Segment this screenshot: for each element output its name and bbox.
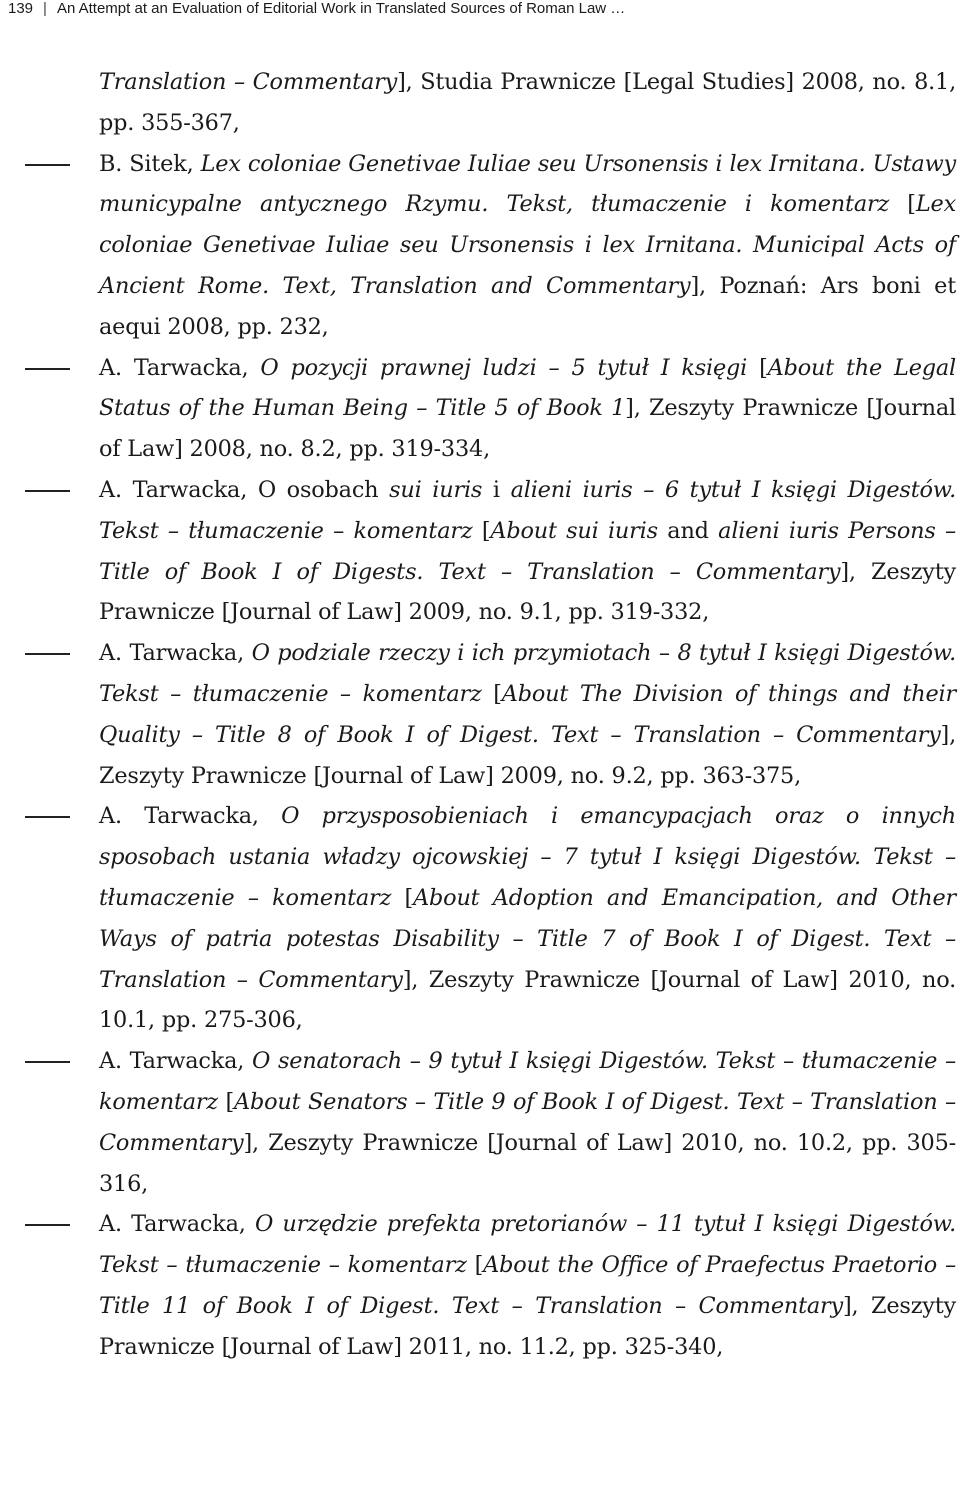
running-header [8,0,625,22]
citation-text: ], Studia Prawnicze [Legal Studies] 2008, no. 8.1, pp. 355-367, [99,69,957,136]
italic-title-text: O urzędzie prefekta pretorianów – 11 tytuł I księgi Digestów. Tekst – tłumaczenie – komentarz [99,1211,956,1279]
bibliography-entry [0,796,956,1041]
italic-title-text: alieni iuris – 6 tytuł I księgi Digestów. Tekst – tłumaczenie – komentarz [99,476,957,544]
citation-text: ], Zeszyty Prawnicze [Journal of Law] 2011, no. 11.2, pp. 325-340, [99,1292,956,1360]
bibliography-entry [0,1041,956,1204]
italic-title-text: Lex coloniae Genetivae Iuliae seu Ursonensis i lex Irnitana. Municipal Acts of Ancient Rome. Text, Translation and Commentary [99,191,956,299]
list-dash-marker [25,1061,70,1063]
bibliography-entry [0,633,956,796]
italic-title-text: About The Division of things and their Quality – Title 8 of Book I of Digest. Text – Translation – Commentary [99,680,956,748]
list-dash-marker [25,164,70,166]
citation-text: [ [481,680,502,707]
citation-text: ], Zeszyty Prawnicze [Journal of Law] 2010, no. 10.1, pp. 275-306, [99,966,956,1034]
citation-text: A. Tarwacka, [99,1211,255,1238]
citation-text: i [482,476,511,503]
list-dash-marker [25,368,70,370]
bibliography-list [0,62,956,1368]
italic-title-text: About Senators – Title 9 of Book I of Digest. Text – Translation – Commentary [99,1088,956,1156]
citation-text: [ [472,517,491,544]
citation-text: ], Poznań: Ars boni et aequi 2008, pp. 232, [99,272,956,340]
italic-title-text: O przysposobieniach i emancypacjach oraz o innych sposobach ustania władzy ojcowskiej – 7 tytuł I księgi Digestów. Tekst – tłumaczenie – komentarz [99,803,956,911]
citation-text: [ [391,884,414,911]
citation-text: ], Zeszyty Prawnicze [Journal of Law] 2009, no. 9.1, pp. 319-332, [99,558,956,626]
bibliography-entry [0,348,956,470]
italic-title-text: Lex coloniae Genetivae Iuliae seu Ursonensis i lex Irnitana. Ustawy municypalne antycznego Rzymu. Tekst, tłumaczenie i komentarz [99,150,956,218]
citation-text: [ [466,1252,484,1279]
italic-title-text: O senatorach – 9 tytuł I księgi Digestów. Tekst – tłumaczenie – komentarz [99,1048,956,1115]
citation-text: A. Tarwacka, [99,1048,252,1075]
italic-title-text: About sui iuris [490,517,658,544]
italic-title-text: About the Legal Status of the Human Being – Title 5 of Book 1 [99,354,956,422]
bibliography-entry [0,470,956,633]
bibliography-entry-continued [0,62,956,144]
citation-text: [ [218,1088,235,1115]
list-dash-marker [25,816,70,818]
citation-text: A. Tarwacka, [99,803,282,830]
citation-text: A. Tarwacka, [99,640,252,667]
list-dash-marker [25,653,70,655]
bibliography-entry [0,1204,956,1367]
bibliography-entry [0,144,956,348]
citation-text: A. Tarwacka, [99,354,261,381]
list-dash-marker [25,490,70,492]
page-number: 139 [8,0,34,17]
list-dash-marker [25,1224,70,1226]
italic-title-text: About Adoption and Emancipation, and Other Ways of patria potestas Disability – Title 7 of Book I of Digest. Text – Translation – Commentary [99,884,957,993]
citation-text: and [657,517,719,544]
italic-title-text: O podziale rzeczy i ich przymiotach – 8 tytuł I księgi Digestów. Tekst – tłumaczenie – komentarz [99,640,956,707]
running-title: An Attempt at an Evaluation of Editorial Work in Translated Sources of Roman Law … [56,0,626,17]
italic-title-text: alieni iuris Persons – Title of Book I of Digests. Text – Translation – Commentary [99,517,957,585]
citation-text: A. Tarwacka, O osobach [99,476,390,503]
citation-text: [ [747,354,768,381]
citation-text: ], Zeszyty Prawnicze [Journal of Law] 2010, no. 10.2, pp. 305-316, [99,1129,956,1197]
italic-title-text: Translation – Commentary [99,69,398,95]
italic-title-text: About the Office of Praefectus Praetorio – Title 11 of Book I of Digest. Text – Translation – Commentary [99,1252,956,1319]
citation-text: B. Sitek, [99,150,201,177]
citation-text: ], Zeszyty Prawnicze [Journal of Law] 2009, no. 9.2, pp. 363-375, [99,721,956,789]
citation-text: ], Zeszyty Prawnicze [Journal of Law] 2008, no. 8.2, pp. 319-334, [99,395,957,463]
italic-title-text: O pozycji prawnej ludzi – 5 tytuł I księgi [260,354,748,381]
header-separator: | [43,0,47,17]
citation-text: [ [889,191,916,218]
italic-title-text: sui iuris [389,476,483,503]
